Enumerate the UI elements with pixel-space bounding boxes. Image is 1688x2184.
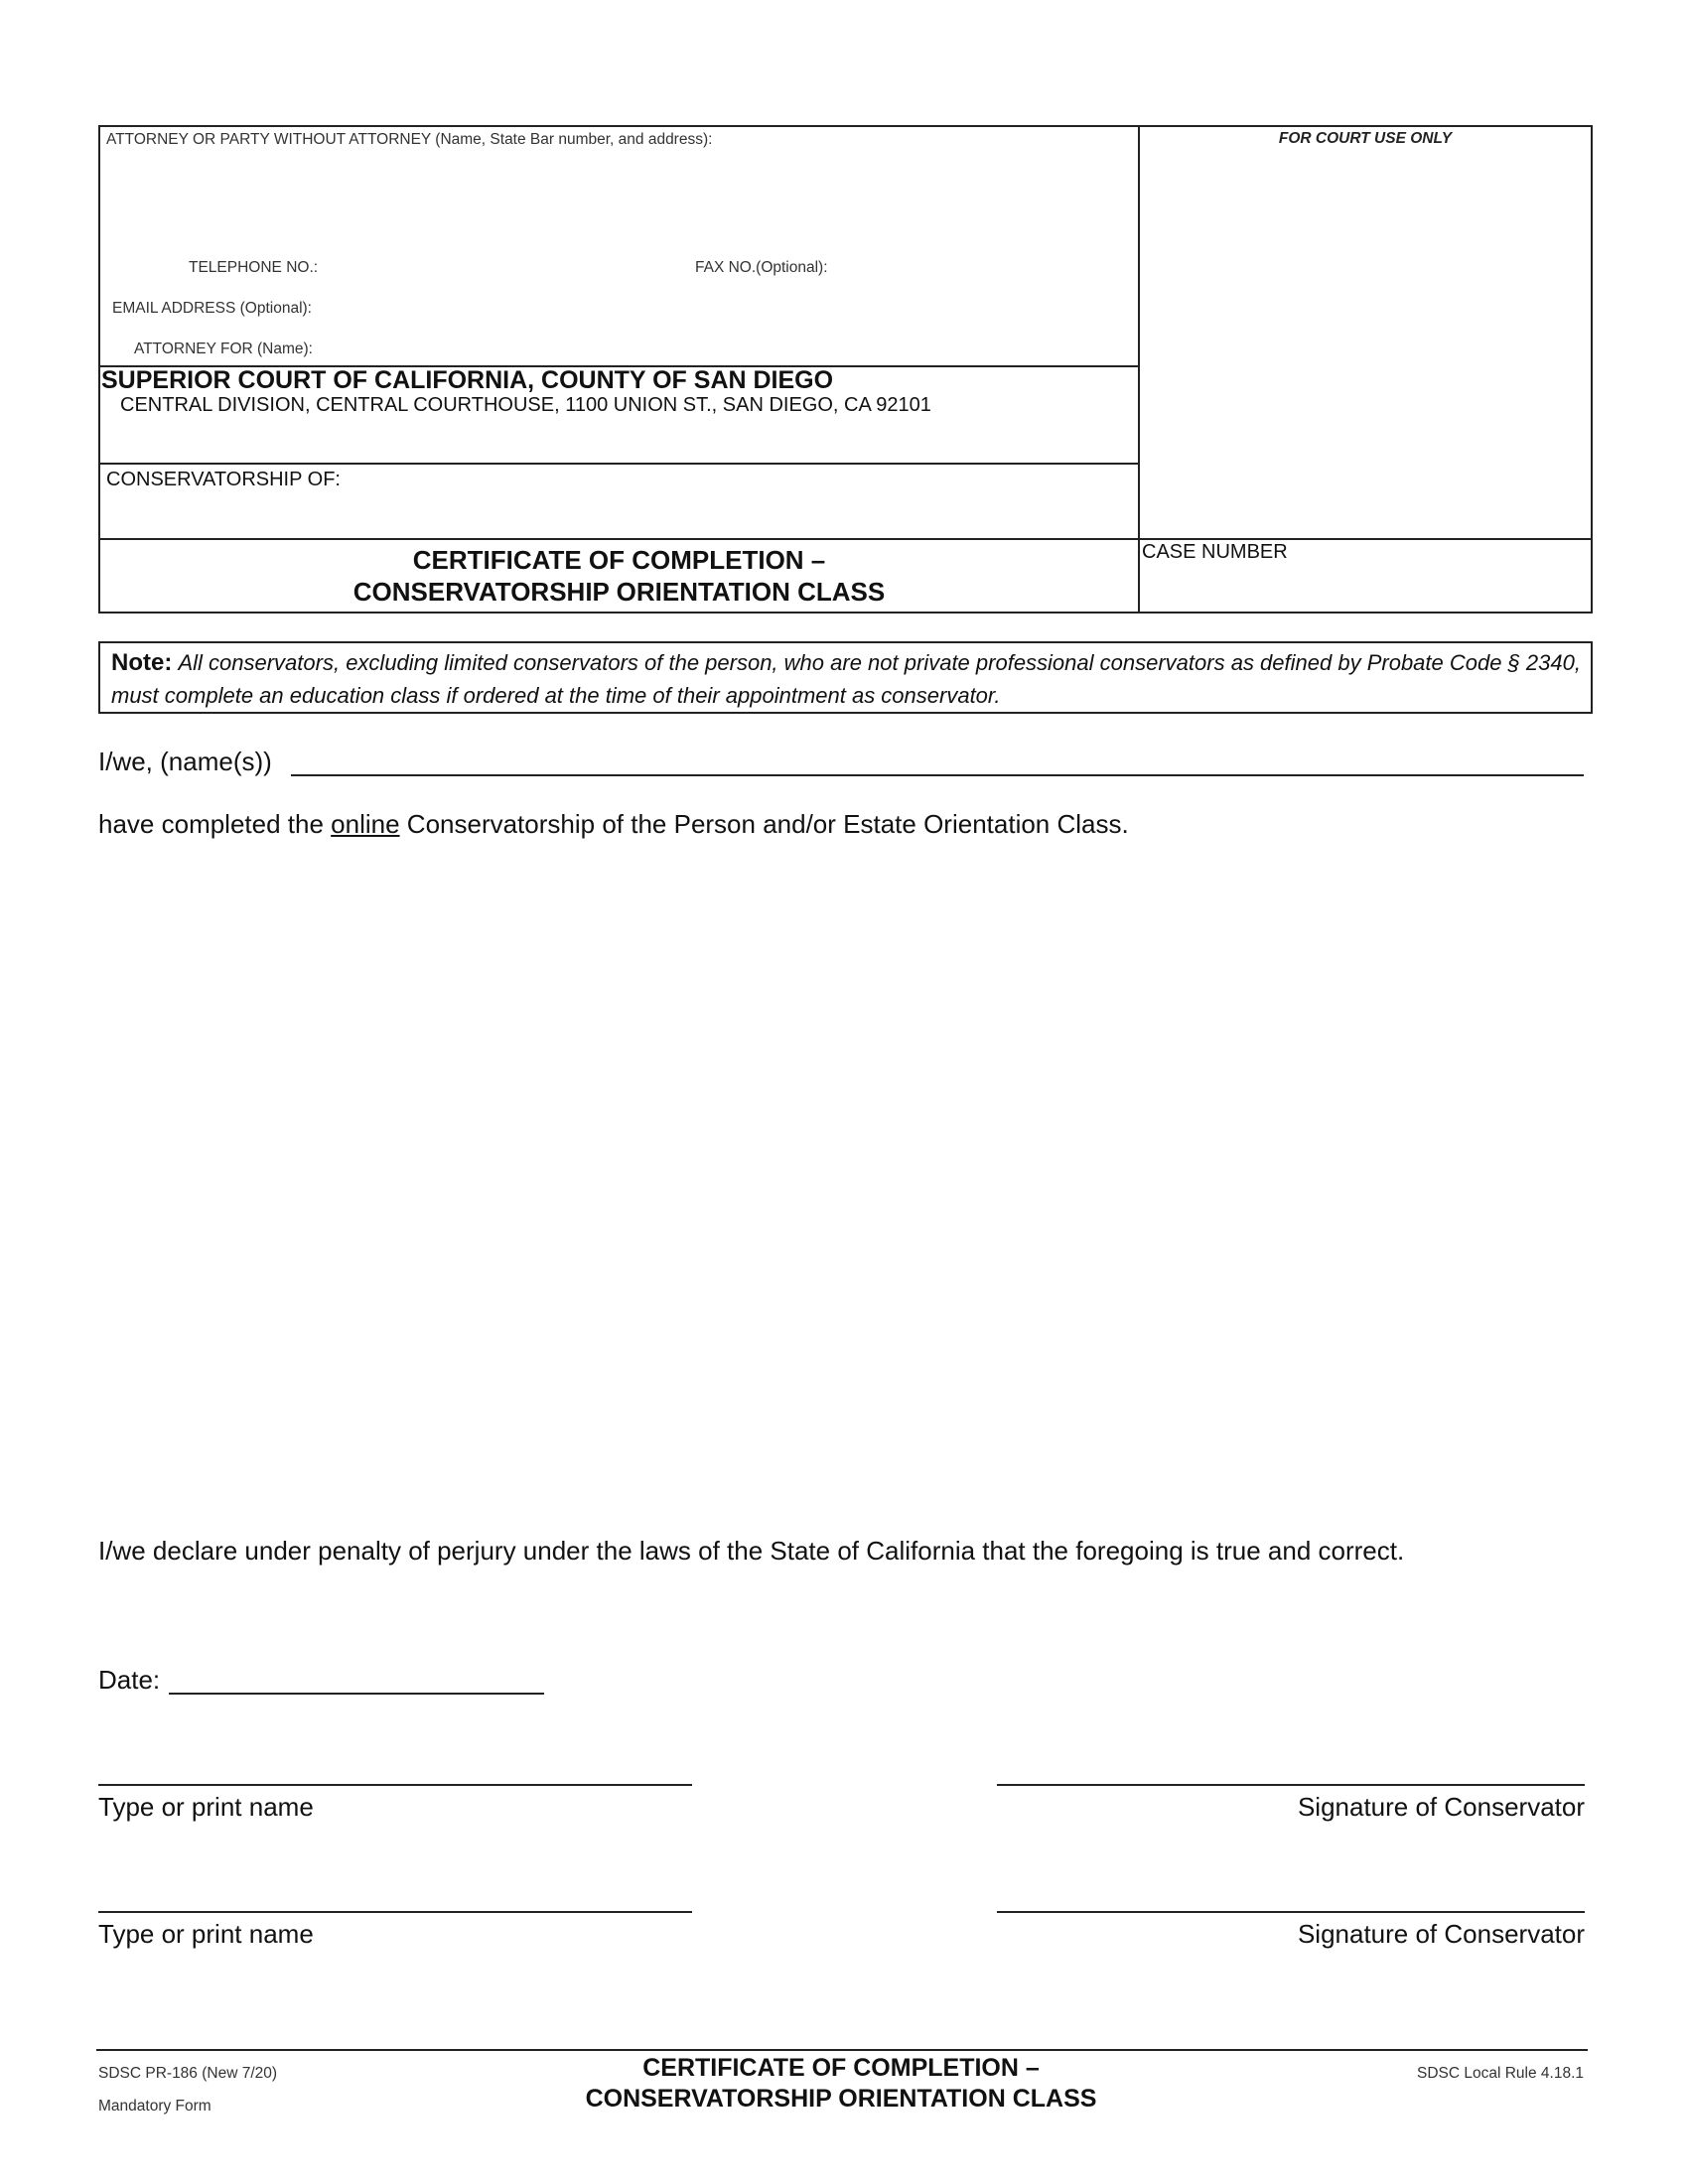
print-name-line-1[interactable] [98,1784,692,1786]
signature-label-2: Signature of Conservator [1297,1919,1585,1949]
footer-mandatory: Mandatory Form [98,2098,211,2115]
footer-title-line2: CONSERVATORSHIP ORIENTATION CLASS [585,2085,1097,2113]
conservatorship-label: CONSERVATORSHIP OF: [106,469,341,490]
attorney-label: ATTORNEY OR PARTY WITHOUT ATTORNEY (Name, State Bar number, and address): [106,131,713,148]
note-text: All conservators, excluding limited conservators of the person, who are not private professional conservators as defined by Probate Code § 2340, must complete an education class if ordered at the time of their appointment as conservator. [111,650,1581,708]
form-title-line1: CERTIFICATE OF COMPLETION – [412,545,826,575]
case-number-input[interactable] [1144,570,1591,608]
signature-label-1: Signature of Conservator [1297,1792,1585,1822]
note-box [98,641,1593,714]
date-line[interactable] [169,1693,544,1695]
signature-line-2[interactable] [997,1911,1585,1913]
court-name: SUPERIOR COURT OF CALIFORNIA, COUNTY OF SAN DIEGO [101,366,834,394]
date-label: Date: [98,1665,161,1695]
telephone-label: TELEPHONE NO.: [189,259,319,276]
signature-line-1[interactable] [997,1784,1585,1786]
names-label: I/we, (name(s)) [98,747,272,776]
completed-statement [98,809,1129,840]
completed-suffix: Conservatorship of the Person and/or Estate Orientation Class. [399,809,1129,839]
print-name-line-2[interactable] [98,1911,692,1913]
attorney-box [98,125,1140,367]
print-name-label-1: Type or print name [98,1792,314,1822]
print-name-label-2: Type or print name [98,1919,314,1949]
footer-title [444,2053,1238,2115]
case-number-label: CASE NUMBER [1142,541,1288,563]
court-use-label: FOR COURT USE ONLY [1278,130,1453,147]
names-line[interactable] [291,774,1584,776]
court-use-box [1138,125,1593,540]
completed-prefix: have completed the [98,809,332,839]
completed-online: online [331,809,400,839]
footer-title-line1: CERTIFICATE OF COMPLETION – [642,2054,1040,2082]
footer-rule [96,2049,1588,2051]
footer-form-number: SDSC PR-186 (New 7/20) [98,2065,278,2082]
attorney-for-label: ATTORNEY FOR (Name): [134,341,313,357]
email-label: EMAIL ADDRESS (Optional): [112,300,312,317]
note-label: Note: [111,649,173,676]
court-address: CENTRAL DIVISION, CENTRAL COURTHOUSE, 1100 UNION ST., SAN DIEGO, CA 92101 [120,394,931,416]
form-title-line2: CONSERVATORSHIP ORIENTATION CLASS [352,577,886,607]
form-title [98,544,1140,608]
fax-label: FAX NO.(Optional): [695,259,828,276]
declaration: I/we declare under penalty of perjury under the laws of the State of California that the foregoing is true and correct. [98,1536,1405,1566]
footer-rule-ref: SDSC Local Rule 4.18.1 [1416,2065,1584,2082]
